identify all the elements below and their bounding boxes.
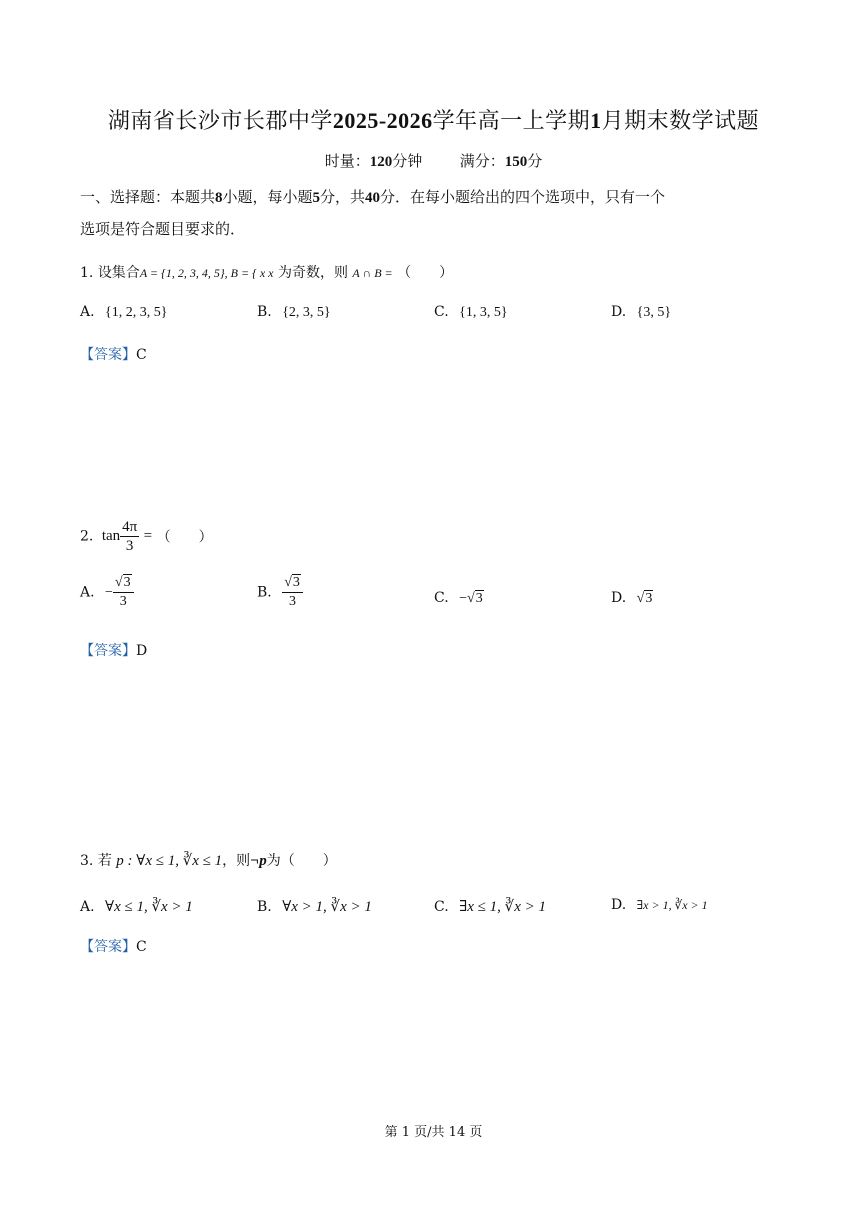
intersection-expr: A ∩ B = (352, 266, 393, 280)
title-years: 2025-2026 (332, 108, 433, 133)
neg-sqrt3: √3 (467, 591, 483, 606)
page-footer: 第 1 页/共 14 页 (384, 1125, 483, 1140)
score-unit: 分 (527, 152, 543, 170)
neg-sqrt3-over-3: $\frac{√3}{3}$ (113, 574, 134, 611)
question-1-option-a[interactable]: A. {1, 2, 3, 5} (80, 304, 168, 320)
title-subject: 月期末数学试题 (601, 109, 760, 134)
question-1-answer (80, 344, 147, 364)
page-title (0, 104, 867, 135)
question-2-stem: 2. tan $\frac{4\pi}{3}$ = （ ） (80, 519, 213, 554)
time-value: 120 (369, 154, 393, 170)
question-3-option-a[interactable]: A. ∀x ≤ 1, ∛x > 1 (80, 899, 193, 915)
question-1-stem: 1. 设集合A = {1, 2, 3, 4, 5}, B = { x x 为奇数，则 A ∩ B = （ ） (80, 265, 454, 281)
question-1-option-d[interactable]: D. {3, 5} (611, 304, 672, 320)
answer-label: 【答案】 (80, 939, 136, 955)
question-3-answer (80, 936, 147, 956)
question-3-option-b[interactable]: B. ∀x > 1, ∛x > 1 (257, 899, 372, 915)
set-a-expr: A = {1, 2, 3, 4, 5} (139, 266, 225, 280)
time-label: 时量： (324, 152, 370, 170)
proposition-p: p : ∀x ≤ 1, ∛x ≤ 1 (116, 853, 223, 869)
question-1-option-c[interactable]: C. {1, 3, 5} (434, 304, 508, 320)
score-label: 满分： (459, 152, 505, 170)
set-b-expr: , B = { x x (224, 266, 274, 280)
question-3-option-c[interactable]: C. ∃x ≤ 1, ∛x > 1 (434, 899, 546, 915)
section-instructions-line2: 选项是符合题目要求的． (80, 220, 246, 238)
question-1-option-b[interactable]: B. {2, 3, 5} (257, 304, 331, 320)
question-3-stem: 3. 若 p : ∀x ≤ 1, ∛x ≤ 1，则¬p为（ ） (80, 853, 337, 869)
sqrt3: √3 (636, 591, 653, 606)
score-value: 150 (504, 154, 528, 170)
answer-value: C (136, 347, 147, 363)
answer-value: C (136, 939, 147, 955)
title-month: 1 (590, 108, 602, 133)
exam-info (0, 150, 867, 171)
section-instructions: 一、选择题：本题共8小题，每小题5分，共40分．在每小题给出的四个选项中，只有一个 (80, 188, 666, 206)
question-2-option-b[interactable]: B. $\frac{√3}{3}$ (257, 574, 303, 611)
question-2-answer (80, 640, 147, 660)
title-term: 学年高一上学期 (432, 109, 591, 134)
answer-value: D (136, 643, 148, 659)
answer-label: 【答案】 (80, 643, 136, 659)
title-school: 湖南省长沙市长郡中学 (107, 109, 333, 134)
question-2-option-c[interactable]: C. −√3 (434, 590, 483, 606)
question-2-option-d[interactable]: D. √3 (611, 590, 653, 606)
sqrt3-over-3: $\frac{√3}{3}$ (282, 574, 303, 611)
answer-label: 【答案】 (80, 347, 136, 363)
time-unit: 分钟 (392, 152, 423, 170)
question-3-option-d[interactable]: D. ∃x > 1, ∛x > 1 (611, 897, 708, 913)
tan-fraction: $\frac{4\pi}{3}$ (122, 519, 138, 554)
question-2-option-a[interactable]: A. − $\frac{√3}{3}$ (80, 574, 134, 611)
negation-p: ¬p (250, 853, 267, 869)
